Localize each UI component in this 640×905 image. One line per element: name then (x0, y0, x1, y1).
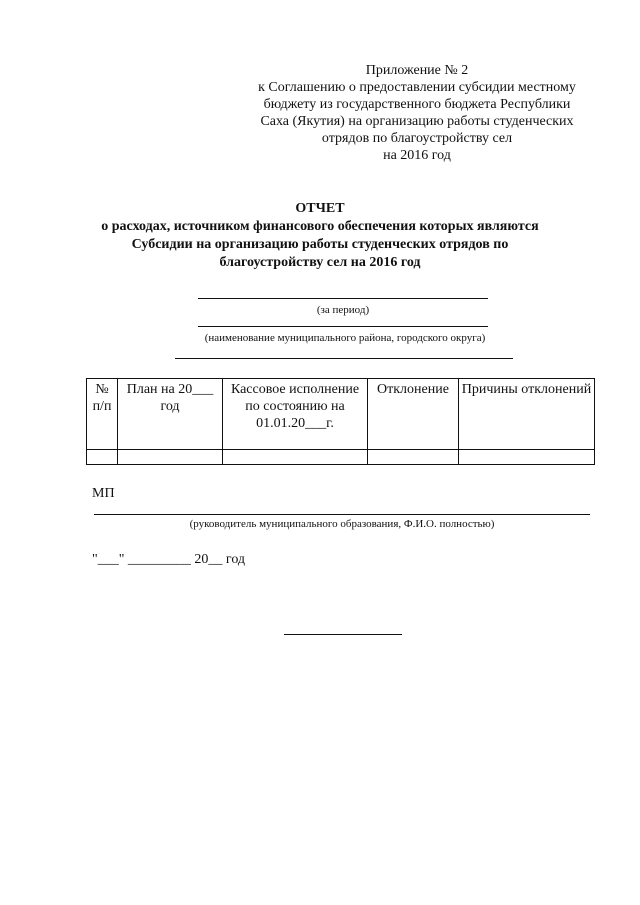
head-caption: (руководитель муниципального образования, Ф.И.О. полностью) (189, 518, 495, 530)
appendix-line: Саха (Якутия) на организацию работы студенческих (260, 114, 574, 129)
table-header-row (87, 379, 595, 450)
report-title-line: о расходах, источником финансового обеспечения которых являются (101, 219, 539, 234)
appendix-header (220, 62, 614, 164)
table-cell[interactable] (223, 450, 368, 465)
head-signature-line (94, 514, 590, 515)
report-title-line: благоустройству сел на 2016 год (219, 255, 421, 270)
table-cell[interactable] (87, 450, 118, 465)
end-separator-line (284, 634, 402, 635)
table-row (87, 450, 595, 465)
appendix-line: бюджету из государственного бюджета Республики (263, 97, 571, 112)
table-cell[interactable] (118, 450, 223, 465)
period-fill-line (198, 298, 488, 299)
municipality-caption: (наименование муниципального района, городского округа) (204, 332, 486, 344)
report-heading: ОТЧЕТ (295, 201, 345, 216)
appendix-line: Приложение № 2 (365, 63, 469, 78)
report-title (70, 200, 570, 272)
date-line: "___" _________ 20__ год (92, 552, 246, 567)
report-table (86, 378, 595, 465)
table-cell[interactable] (459, 450, 595, 465)
header-cell-plan: План на 20___ год (118, 379, 223, 450)
header-cell-reasons: Причины отклонений (459, 379, 595, 450)
appendix-line: отрядов по благоустройству сел (321, 131, 513, 146)
stamp-label: МП (92, 486, 115, 501)
appendix-line: на 2016 год (383, 148, 451, 163)
report-title-line: Субсидии на организацию работы студенческих отрядов по (131, 237, 509, 252)
header-cell-cash-execution: Кассовое исполнение по состоянию на 01.01.20___г. (223, 379, 368, 450)
header-cell-deviation: Отклонение (368, 379, 459, 450)
table-cell[interactable] (368, 450, 459, 465)
municipality-fill-line (198, 326, 488, 327)
separator-line (175, 358, 513, 359)
header-cell-number: № п/п (87, 379, 118, 450)
period-caption: (за период) (316, 304, 370, 316)
appendix-line: к Соглашению о предоставлении субсидии местному (258, 80, 576, 95)
